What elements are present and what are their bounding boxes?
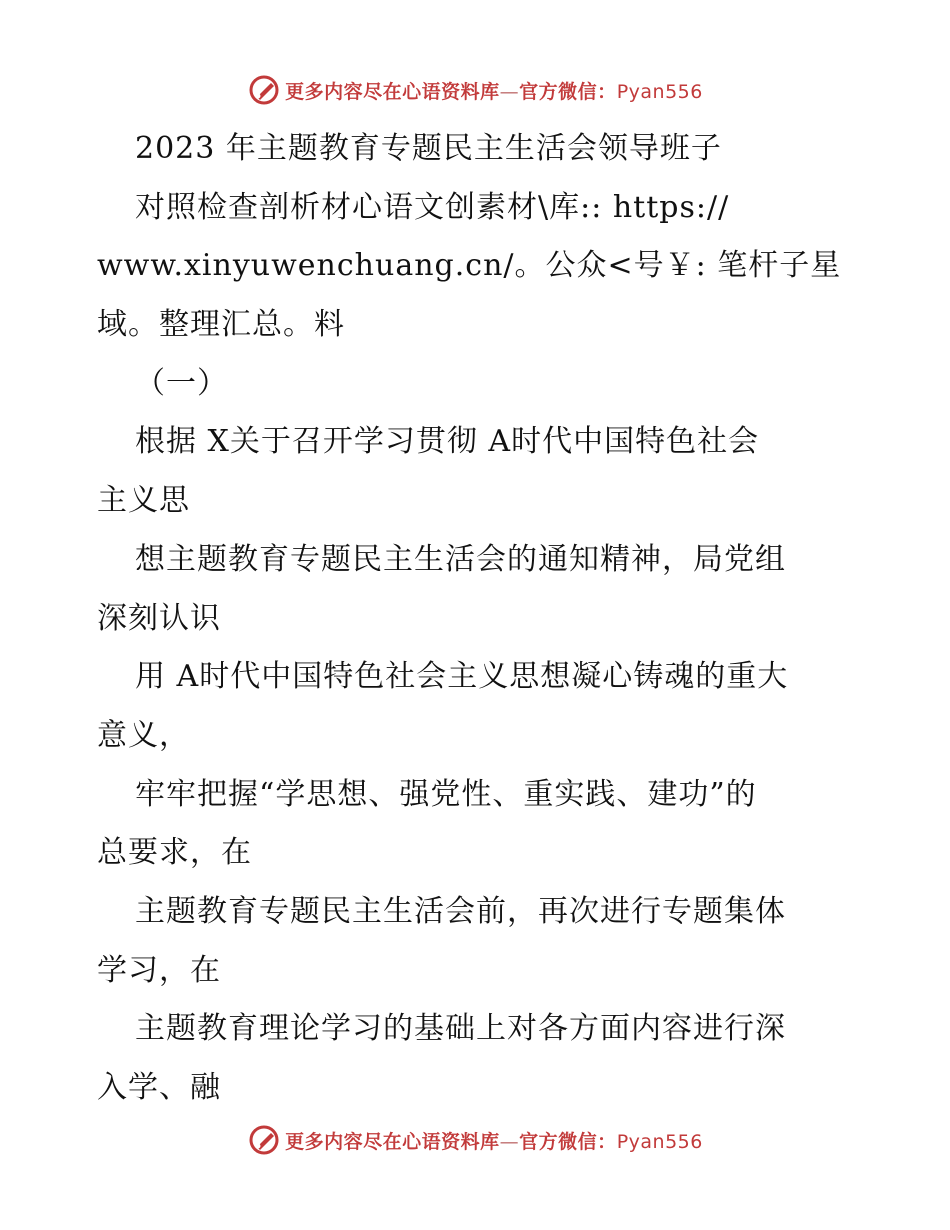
title-line-4: 域。整理汇总。料 (97, 307, 345, 343)
paragraph-line: 总要求，在 (97, 835, 252, 871)
title-line-1: 2023 年主题教育专题民主生活会领导班子 (135, 131, 722, 166)
paragraph-line: 主题教育专题民主生活会前，再次进行专题集体 (135, 893, 786, 929)
paragraph-line: 意义， (97, 717, 190, 753)
paragraph-line: 主题教育理论学习的基础上对各方面内容进行深 (135, 1011, 786, 1047)
footer-banner (0, 1120, 950, 1160)
paragraph-line: 牢牢把握“学思想、强党性、重实践、建功”的 (135, 776, 757, 812)
paragraph-line: 入学、融 (97, 1070, 221, 1105)
paragraph-line: 想主题教育专题民主生活会的通知精神，局党组 (135, 541, 786, 577)
logo-icon (247, 73, 281, 107)
header-banner (0, 70, 950, 110)
paragraph-line: 根据 X关于召开学习贯彻 A时代中国特色社会 (135, 424, 760, 460)
title-line-3: www.xinyuwenchuang.cn/。公众<号￥: 笔杆子星 (97, 248, 842, 284)
paragraph-line: 深刻认识 (97, 600, 221, 636)
paragraph-line: 用 A时代中国特色社会主义思想凝心铸魂的重大 (135, 659, 789, 695)
banner-text: 更多内容尽在心语资料库—官方微信：Pyan556 (285, 1130, 703, 1153)
paragraph-line: 学习，在 (97, 952, 221, 988)
title-line-2: 对照检查剖析材心语文创素材\库:: https:// (135, 189, 730, 225)
paragraph-line: 主义思 (97, 483, 190, 519)
section-heading: （一） (135, 365, 228, 401)
logo-icon (247, 1123, 281, 1157)
document-body (97, 120, 857, 1118)
banner-text: 更多内容尽在心语资料库—官方微信：Pyan556 (285, 80, 703, 103)
